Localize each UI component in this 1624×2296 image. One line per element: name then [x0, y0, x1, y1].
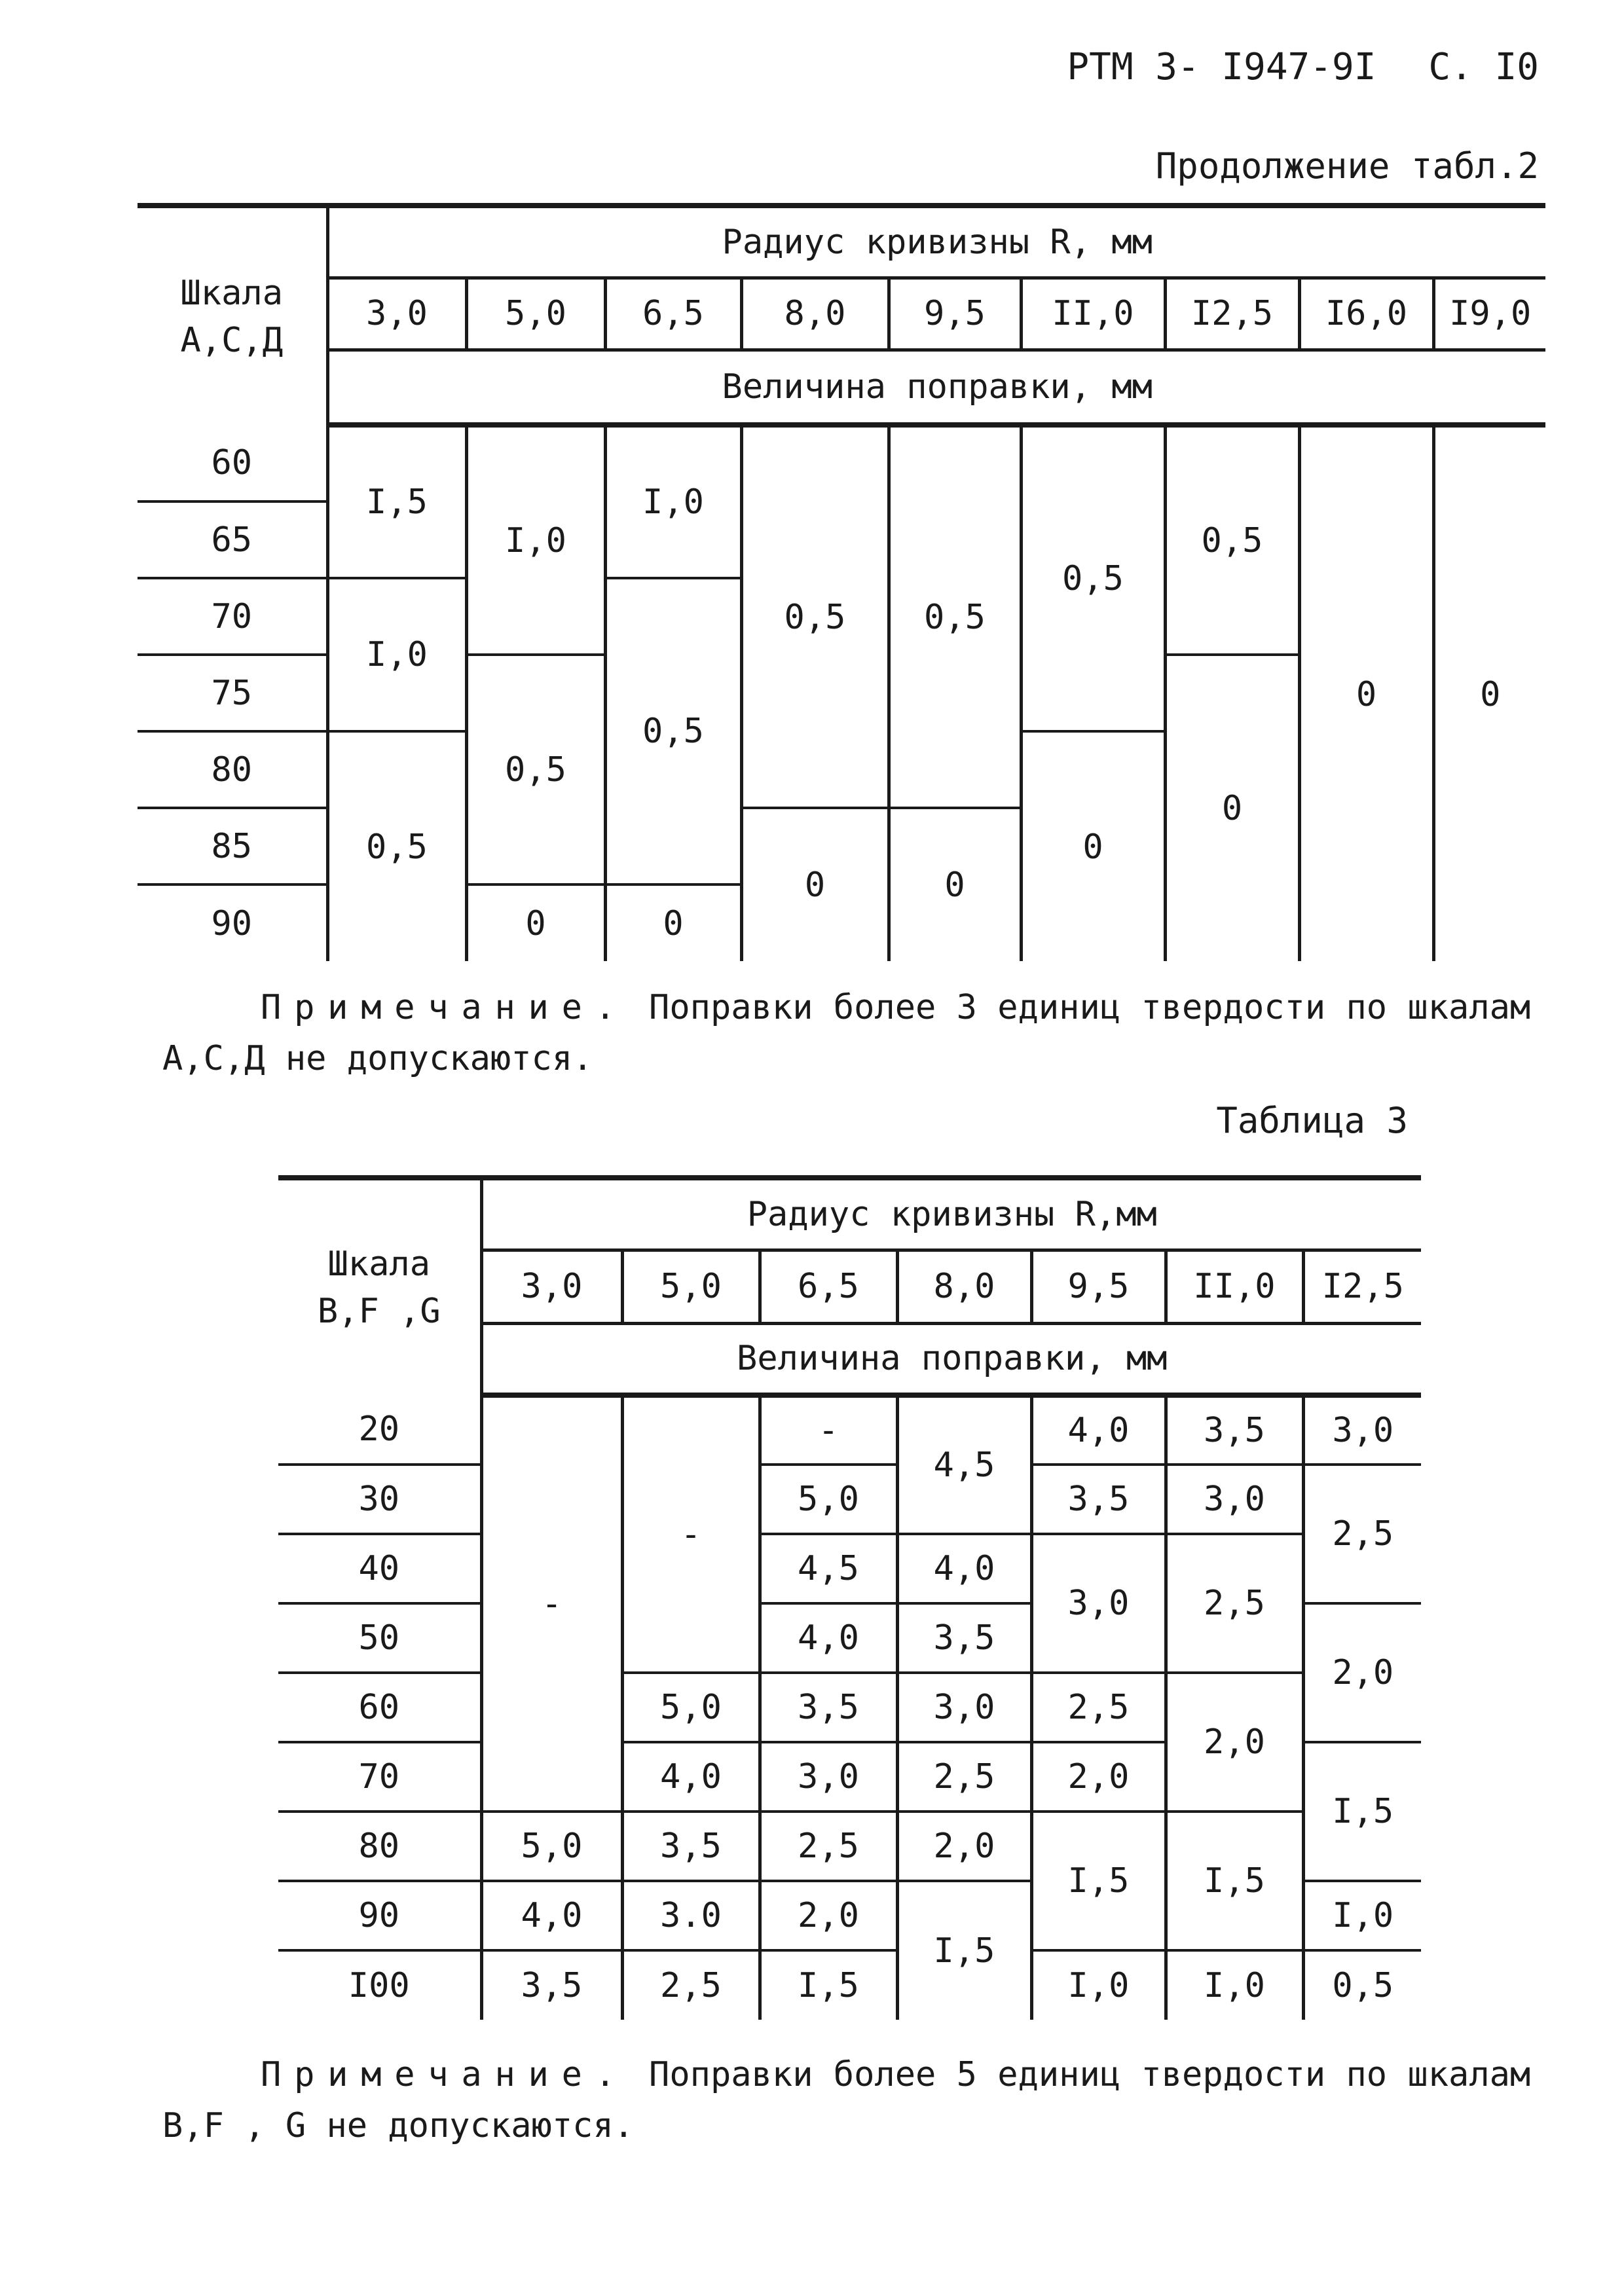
table-cell: - — [622, 1395, 760, 1673]
table3-radius-12-5: I2,5 — [1321, 1267, 1404, 1306]
table-cell: I,0 — [327, 578, 466, 731]
table2-caption: Продолжение табл.2 — [1155, 145, 1539, 187]
table-cell: I,0 — [605, 425, 741, 578]
table2-radius-9-5: 9,5 — [889, 278, 1021, 350]
table-cell: 2,0 — [1303, 1603, 1421, 1742]
table-cell: 0,5 — [1165, 425, 1299, 655]
table2-radius-5-0: 5,0 — [466, 278, 605, 350]
table-cell: 0 — [1021, 731, 1165, 961]
table-cell: 0 — [1165, 655, 1299, 961]
table-cell: 3,0 — [1031, 1534, 1166, 1673]
table3-radius-9-5: 9,5 — [1031, 1250, 1166, 1323]
table-cell: 4,0 — [897, 1534, 1031, 1603]
table2-scale-header: Шкала А,С,Д — [138, 206, 327, 425]
table-cell: 2,5 — [897, 1742, 1031, 1812]
page-header — [1067, 46, 1539, 88]
table-cell: 2,0 — [760, 1881, 897, 1950]
table-row-scale: 60 — [278, 1673, 481, 1742]
table-cell: 4,0 — [1031, 1395, 1166, 1465]
table2-radius-11-0: II,0 — [1021, 278, 1165, 350]
table-cell: 3,5 — [1166, 1395, 1303, 1465]
table-cell: 3,0 — [1303, 1395, 1421, 1465]
table-row-scale: 90 — [138, 884, 327, 961]
table-cell: 2,0 — [1031, 1742, 1166, 1812]
table-cell: 3,5 — [1031, 1465, 1166, 1534]
table-cell: I,5 — [1166, 1812, 1303, 1950]
table3 — [278, 1175, 1421, 2020]
table-row-scale: 70 — [138, 578, 327, 655]
table-cell: 4,0 — [622, 1742, 760, 1812]
page-number: С. I0 — [1428, 46, 1539, 88]
table-cell: 0 — [466, 884, 605, 961]
table-cell: 2,0 — [1166, 1673, 1303, 1812]
table-cell: 0,5 — [327, 731, 466, 961]
note-1-text: Поправки более 3 единиц твердости по шкалам А,С,Д не допускаются. — [162, 988, 1531, 1078]
table-cell: I,0 — [1303, 1881, 1421, 1950]
table2 — [138, 203, 1545, 961]
table-row-scale: 80 — [138, 731, 327, 808]
note-2-lead: Примечание. — [261, 2055, 629, 2094]
table-cell: 0 — [1480, 674, 1501, 714]
table-row-scale: 40 — [278, 1534, 481, 1603]
table-cell: 2,5 — [1031, 1673, 1166, 1742]
table-cell: I,5 — [327, 425, 466, 578]
table-cell: 3,0 — [897, 1673, 1031, 1742]
table2-radius-8-0: 8,0 — [741, 278, 889, 350]
table-cell: 5,0 — [760, 1465, 897, 1534]
table2-radius-16-0: I6,0 — [1299, 278, 1433, 350]
note-2 — [162, 2049, 1557, 2151]
table-cell: 2,5 — [622, 1950, 760, 2020]
table-row-scale: 85 — [138, 808, 327, 884]
table3-radius-5-0: 5,0 — [622, 1250, 760, 1323]
table-cell: 2,5 — [760, 1812, 897, 1881]
table-cell: 5,0 — [622, 1673, 760, 1742]
note-2-text: Поправки более 5 единиц твердости по шкалам B,F , G не допускаются. — [162, 2055, 1531, 2145]
table2-radius-header: Радиус кривизны R, мм — [327, 206, 1545, 278]
table-cell: 5,0 — [481, 1812, 622, 1881]
table-row-scale: 70 — [278, 1742, 481, 1812]
table-cell: 0,5 — [1021, 425, 1165, 731]
table2-radius-12-5: I2,5 — [1165, 278, 1299, 350]
table-cell: 0 — [741, 808, 889, 961]
table2-value-header: Величина поправки, мм — [327, 350, 1545, 425]
table-cell: 4,0 — [760, 1603, 897, 1673]
table-cell: 4,0 — [481, 1881, 622, 1950]
table-cell: 4,5 — [897, 1395, 1031, 1534]
table-row-scale: I00 — [278, 1950, 481, 2020]
table3-radius-6-5: 6,5 — [760, 1250, 897, 1323]
table2-radius-3-0: 3,0 — [327, 278, 466, 350]
table-cell: 3,5 — [897, 1603, 1031, 1673]
table-cell: 0 — [889, 808, 1021, 961]
table3-radius-8-0: 8,0 — [897, 1250, 1031, 1323]
table-cell: I,5 — [1031, 1812, 1166, 1950]
table-cell: 3,0 — [760, 1742, 897, 1812]
table-cell: 0,5 — [605, 578, 741, 884]
table-cell: 3.0 — [622, 1881, 760, 1950]
table-cell: 0,5 — [741, 425, 889, 808]
table-cell: - — [760, 1395, 897, 1465]
table-cell: 4,5 — [760, 1534, 897, 1603]
table-cell: - — [481, 1395, 622, 1812]
table2-radius-19-0: I9,0 — [1449, 294, 1532, 333]
table-row-scale: 20 — [278, 1395, 481, 1465]
table-cell: 3,5 — [760, 1673, 897, 1742]
table-row-scale: 80 — [278, 1812, 481, 1881]
table3-radius-3-0: 3,0 — [481, 1250, 622, 1323]
table3-scale-header: Шкала B,F ,G — [278, 1178, 481, 1395]
table-cell: 0,5 — [1332, 1966, 1394, 2005]
table2-radius-6-5: 6,5 — [605, 278, 741, 350]
table3-radius-header: Радиус кривизны R,мм — [481, 1178, 1421, 1250]
table-cell: 0,5 — [889, 425, 1021, 808]
table-cell: 3,0 — [1166, 1465, 1303, 1534]
table-cell: 0 — [605, 884, 741, 961]
table3-value-header: Величина поправки, мм — [481, 1323, 1421, 1395]
table-cell: I,5 — [897, 1881, 1031, 2020]
table-cell: 2,5 — [1303, 1465, 1421, 1603]
note-1 — [162, 982, 1557, 1084]
table3-radius-11-0: II,0 — [1166, 1250, 1303, 1323]
note-1-lead: Примечание. — [261, 988, 629, 1027]
document-code: РТМ 3- I947-9I — [1067, 46, 1376, 88]
table-cell: I,5 — [760, 1950, 897, 2020]
table-row-scale: 30 — [278, 1465, 481, 1534]
table-row-scale: 60 — [138, 425, 327, 501]
table-row-scale: 90 — [278, 1881, 481, 1950]
table-cell: 2,0 — [897, 1812, 1031, 1881]
table-row-scale: 50 — [278, 1603, 481, 1673]
table-cell: 0,5 — [466, 655, 605, 884]
table3-caption: Таблица 3 — [1216, 1100, 1408, 1141]
table-cell: 3,5 — [481, 1950, 622, 2020]
table-cell: I,0 — [1166, 1950, 1303, 2020]
table-cell: I,5 — [1303, 1742, 1421, 1881]
table-row-scale: 65 — [138, 501, 327, 578]
table-cell: I,0 — [1031, 1950, 1166, 2020]
table-row-scale: 75 — [138, 655, 327, 731]
table-cell: 2,5 — [1166, 1534, 1303, 1673]
table-cell: 0 — [1299, 425, 1433, 961]
table-cell: 3,5 — [622, 1812, 760, 1881]
table-cell: I,0 — [466, 425, 605, 655]
